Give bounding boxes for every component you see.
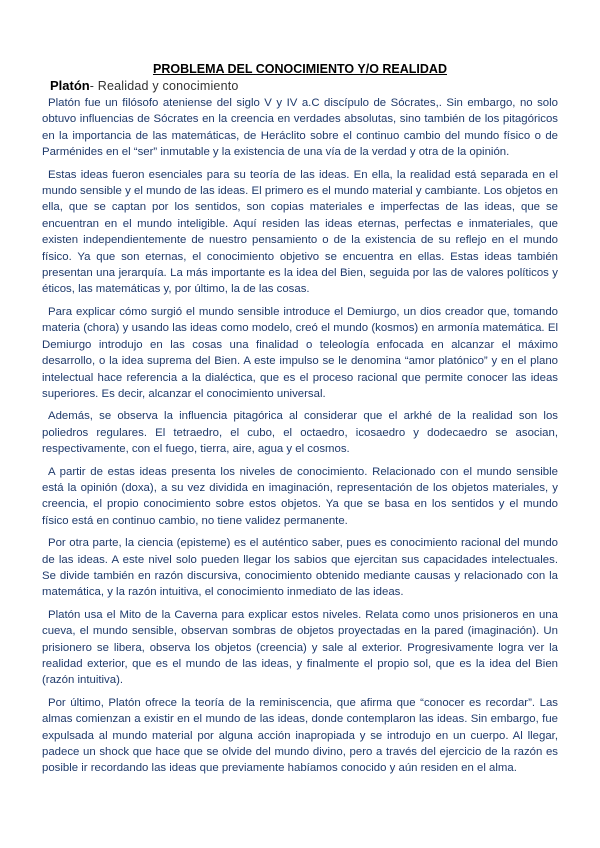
paragraph-4: Además, se observa la influencia pitagórica al considerar que el arkhé de la realidad son los poliedros regulares. El tetraedro, el cubo, el octaedro, icosaedro y dodecaedro se asocian, respectivamente, con el fuego, tierra, aire, agua y el cosmos. [42, 410, 558, 456]
paragraph-6: Por otra parte, la ciencia (episteme) es el auténtico saber, pues es conocimiento racional del mundo de las ideas. A este nivel solo pueden llegar los sabios que ejercitan sus capacidades intelectuales. Se divide también en razón discursiva, conocimiento obtenido mediante causas y relacionado con la matemática, y la razón intuitiva, el conocimiento inmediato de las ideas. [42, 537, 558, 599]
paragraph-3: Para explicar cómo surgió el mundo sensible introduce el Demiurgo, un dios creador que, tomando materia (chora) y usando las ideas como modelo, creó el mundo (kosmos) en armonía matemática. El Demiurgo introdujo en las cosas una finalidad o teleología enfocada en alcanzar el máximo desarrollo, o la idea suprema del Bien. A este impulso se le denomina “amor platónico” y en el plano intelectual hace referencia a la dialéctica, que es el proceso racional que permite conocer las ideas superiores. Es decir, alcanzar el conocimiento universal. [42, 305, 558, 400]
subtitle [50, 78, 558, 94]
author-name: Platón [50, 78, 90, 93]
paragraph-8: Por último, Platón ofrece la teoría de la reminiscencia, que afirma que “conocer es recordar”. Las almas comienzan a existir en el mundo de las ideas, donde contemplaron las ideas. Sin embargo, fue expulsada al mundo material por alguna acción inapropiada y se introdujo en un cuerpo. Al llegar, padece un shock que hace que se olvide del mundo divino, pero a través del ejercicio de la razón es posible ir recordando las ideas que previamente habíamos conocido y aún residen en el alma. [42, 696, 558, 775]
document-page [42, 62, 558, 783]
page-title: PROBLEMA DEL CONOCIMIENTO Y/O REALIDAD [152, 62, 447, 76]
paragraph-1: Platón fue un filósofo ateniense del siglo V y IV a.C discípulo de Sócrates,. Sin embargo, no solo obtuvo influencias de Sócrates en la creencia en verdades absolutas, sino también de los pitagóricos en la importancia de las matemáticas, de Heráclito sobre el continuo cambio del mundo físico o de Parménides en el “ser” inmutable y la existencia de una vía de la verdad y otra de la opinión. [42, 97, 558, 159]
topic-label: - Realidad y conocimiento [89, 79, 239, 93]
paragraph-7: Platón usa el Mito de la Caverna para explicar estos niveles. Relata como unos prisioneros en una cueva, el mundo sensible, observan sombras de objetos proyectadas en la pared (imaginación). Un prisionero se libera, observa los objetos (creencia) y sale al exterior. Progresivamente logra ver la realidad exterior, que es el mundo de las ideas, y finalmente el propio sol, que es la idea del Bien (razón intuitiva). [42, 608, 558, 687]
paragraph-5: A partir de estas ideas presenta los niveles de conocimiento. Relacionado con el mundo sensible está la opinión (doxa), a su vez dividida en imaginación, representación de los objetos materiales, y creencia, el propio conocimiento sobre estos objetos. Ya que se basa en los sentidos y el mundo físico está en continuo cambio, no tiene validez permanente. [42, 465, 558, 527]
paragraph-2: Estas ideas fueron esenciales para su teoría de las ideas. En ella, la realidad está separada en el mundo sensible y el mundo de las ideas. El primero es el mundo material y cambiante. Los objetos en ella, que se captan por los sentidos, son copias materiales e imperfectas de las ideas, que se encuentran en el mundo inteligible. Aquí residen las ideas eternas, perfectas e inmateriales, que existen independientemente de nuestro pensamiento o de la existencia de su reflejo en el mundo físico. Ya que son eternas, el conocimiento objetivo se encuentra en ellas. Estas ideas también presentan una jerarquía. La más importante es la idea del Bien, seguida por las de valores políticos y éticos, las matemáticas y, por último, la de las cosas. [42, 168, 558, 296]
